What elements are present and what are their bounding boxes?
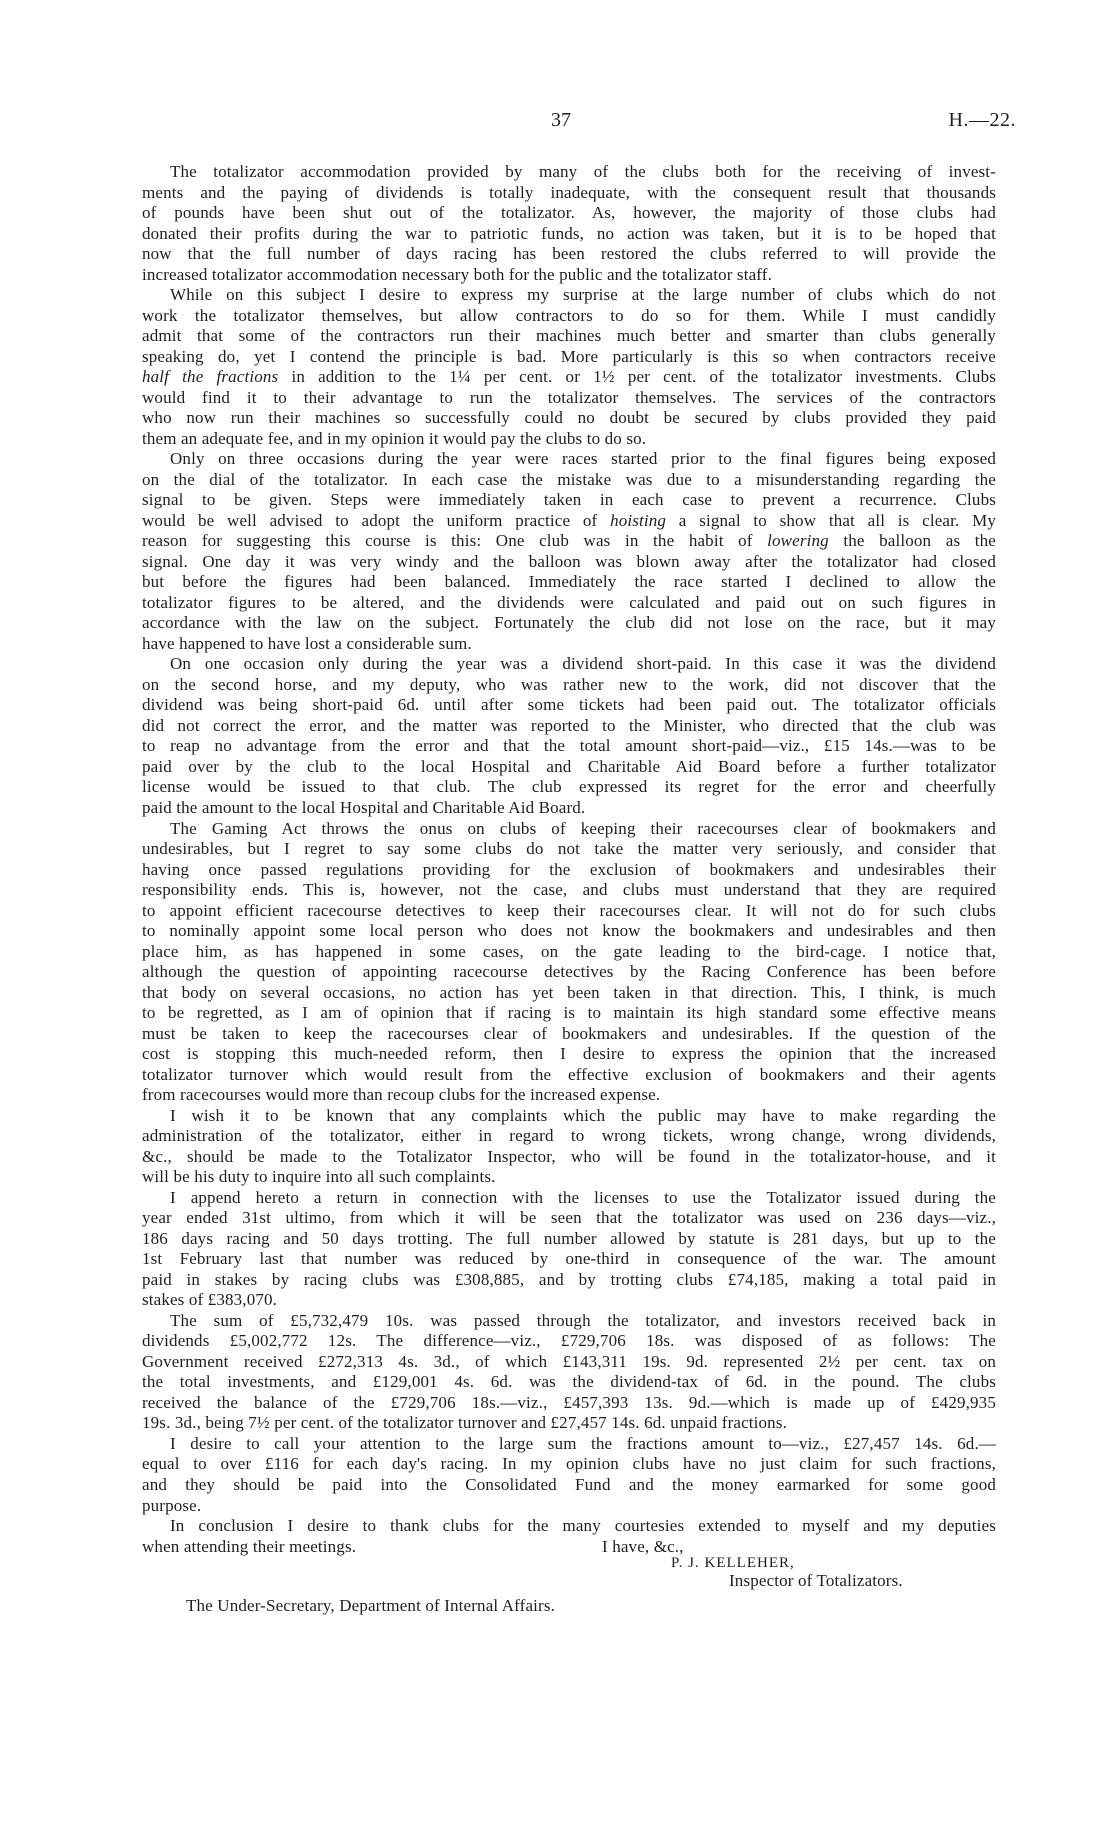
- text-line: The Gaming Act throws the onus on clubs of keeping their racecourses clear of bookmakers and: [170, 818, 996, 838]
- text-line: 186 days racing and 50 days trotting. The full number allowed by statute is 281 days, but up to the: [142, 1228, 996, 1248]
- text-line: donated their profits during the war to patriotic funds, no action was taken, but it is to be hoped that: [142, 223, 996, 243]
- paragraph: [142, 285, 996, 449]
- text-line: admit that some of the contractors run their machines much better and smarter than clubs generally: [142, 326, 996, 346]
- text-line: signal. One day it was very windy and the balloon was blown away after the totalizator had closed: [142, 551, 996, 571]
- text-line: paid over by the club to the local Hospital and Charitable Aid Board before a further totalizator: [142, 756, 996, 776]
- paragraph: [142, 1188, 996, 1311]
- text-line: have happened to have lost a considerable sum.: [142, 633, 472, 653]
- text-line: of pounds have been shut out of the totalizator. As, however, the majority of those clubs had: [142, 203, 996, 223]
- text-line: The sum of £5,732,479 10s. was passed through the totalizator, and investors received back in: [170, 1310, 996, 1330]
- text-line: ments and the paying of dividends is totally inadequate, with the consequent result that thousands: [142, 182, 996, 202]
- text-line: stakes of £383,070.: [142, 1290, 278, 1310]
- text-segment: would be well advised to adopt the uniform practice of: [142, 510, 611, 530]
- paragraph: [142, 654, 996, 818]
- text-line: [142, 367, 996, 388]
- text-line: and they should be paid into the Consolidated Fund and the money earmarked for some good: [142, 1475, 996, 1494]
- paragraph: [142, 1106, 996, 1188]
- text-line: to be regretted, as I am of opinion that if racing is to maintain its high standard some effective means: [142, 1003, 996, 1023]
- text-line: accordance with the law on the subject. Fortunately the club did not lose on the race, but it may: [142, 613, 996, 633]
- text-line: who now run their machines so successfully could no doubt be secured by clubs provided they paid: [142, 408, 996, 428]
- paragraph: [142, 1434, 996, 1516]
- closing-salutation: I have, &c.,: [602, 1537, 684, 1556]
- paragraph: [142, 1516, 996, 1557]
- signatory-name: P. J. KELLEHER,: [671, 1555, 795, 1571]
- text-line: having once passed regulations providing for the exclusion of bookmakers and undesirables their: [142, 859, 996, 879]
- text-line: speaking do, yet I contend the principle is bad. More particularly is this so when contractors receive: [142, 346, 996, 366]
- text-line: dividend was being short-paid 6d. until after some tickets had been paid out. The totalizator officials: [142, 695, 996, 715]
- document-reference: H.—22.: [948, 109, 1016, 131]
- text-line: cost is stopping this much-needed reform, then I desire to express the opinion that the increased: [142, 1044, 996, 1064]
- text-line: paid in stakes by racing clubs was £308,885, and by trotting clubs £74,185, making a total paid in: [142, 1269, 996, 1289]
- report-body: [142, 162, 996, 1557]
- text-line: license would be issued to that club. The club expressed its regret for the error and cheerfully: [142, 777, 996, 797]
- text-line: to nominally appoint some local person who does not know the bookmakers and undesirables and then: [142, 921, 996, 941]
- text-line: equal to over £116 for each day's racing. In my opinion clubs have no just claim for such fractions,: [142, 1454, 996, 1474]
- text-line: when attending their meetings.: [142, 1536, 357, 1556]
- text-segment: in addition to the 1¼ per cent. or 1½ per cent. of the totalizator investments. Clubs: [278, 367, 996, 387]
- text-segment: a signal to show that all is clear. My: [666, 510, 996, 530]
- text-line: purpose.: [142, 1495, 202, 1515]
- text-line: paid the amount to the local Hospital and Charitable Aid Board.: [142, 797, 586, 817]
- text-line: administration of the totalizator, either in regard to wrong tickets, wrong change, wrong dividends,: [142, 1126, 996, 1146]
- text-line: year ended 31st ultimo, from which it will be seen that the totalizator was used on 236 days—viz.,: [142, 1208, 996, 1228]
- text-line: signal to be given. Steps were immediately taken in each case to prevent a recurrence. Clubs: [142, 490, 996, 510]
- text-line: to appoint efficient racecourse detectives to keep their racecourses clear. It will not do for such clubs: [142, 900, 996, 920]
- text-line: although the question of appointing racecourse detectives by the Racing Conference has been before: [142, 962, 996, 982]
- text-line: While on this subject I desire to express my surprise at the large number of clubs which do not: [170, 285, 996, 305]
- text-line: On one occasion only during the year was a dividend short-paid. In this case it was the dividend: [170, 654, 996, 674]
- text-line: &c., should be made to the Totalizator Inspector, who will be found in the totalizator-house, and it: [142, 1146, 996, 1166]
- paragraph: [142, 449, 996, 654]
- text-line: 1st February last that number was reduced by one-third in consequence of the war. The amount: [142, 1249, 996, 1269]
- text-line: must be taken to keep the racecourses clear of bookmakers and undesirables. If the question of the: [142, 1023, 996, 1043]
- paragraph: [142, 162, 996, 285]
- text-line: I append hereto a return in connection with the licenses to use the Totalizator issued during the: [170, 1187, 996, 1207]
- text-line: to reap no advantage from the error and that the total amount short-paid—viz., £15 14s.—was to be: [142, 736, 996, 756]
- text-line: did not correct the error, and the matter was reported to the Minister, who directed that the club was: [142, 715, 996, 735]
- text-line: work the totalizator themselves, but allow contractors to do so for them. While I must candidly: [142, 305, 996, 325]
- text-line: that body on several occasions, no action has yet been taken in that direction. This, I think, is much: [142, 982, 996, 1002]
- text-line: now that the full number of days racing has been restored the clubs referred to will provide the: [142, 244, 996, 264]
- text-line: place him, as has happened in some cases, on the gate leading to the bird-cage. I notice that,: [142, 941, 996, 961]
- signatory-title: Inspector of Totalizators.: [729, 1571, 903, 1590]
- paragraph: [142, 1311, 996, 1434]
- text-line: Government received £272,313 4s. 3d., of which £143,311 19s. 9d. represented 2½ per cent. tax on: [142, 1351, 996, 1371]
- text-segment: reason for suggesting this course is this: One club was in the habit of: [142, 531, 768, 551]
- text-line: I desire to call your attention to the large sum the fractions amount to—viz., £27,457 14s. 6d.—: [170, 1433, 996, 1453]
- text-line: In conclusion I desire to thank clubs for the many courtesies extended to myself and my deputies: [170, 1516, 996, 1536]
- italic-text: lowering: [767, 531, 829, 551]
- text-line: [142, 511, 996, 532]
- text-line: will be his duty to inquire into all such complaints.: [142, 1167, 496, 1187]
- text-line: on the second horse, and my deputy, who was rather new to the work, did not discover that the: [142, 674, 996, 694]
- text-line: received the balance of the £729,706 18s.—viz., £457,393 13s. 9d.—which is made up of £429,935: [142, 1392, 996, 1412]
- text-line: [142, 531, 996, 552]
- addressee: The Under-Secretary, Department of Internal Affairs.: [186, 1596, 556, 1615]
- text-line: 19s. 3d., being 7½ per cent. of the totalizator turnover and £27,457 14s. 6d. unpaid fractions.: [142, 1413, 787, 1433]
- text-line: totalizator figures to be altered, and the dividends were calculated and paid out on such figures in: [142, 592, 996, 612]
- italic-text: hoisting: [610, 510, 667, 530]
- text-line: Only on three occasions during the year were races started prior to the final figures being exposed: [170, 449, 996, 469]
- text-line: totalizator turnover which would result from the effective exclusion of bookmakers and their agents: [142, 1064, 996, 1084]
- text-line: on the dial of the totalizator. In each case the mistake was due to a misunderstanding regarding the: [142, 469, 996, 489]
- italic-text: half the fractions: [142, 367, 279, 387]
- text-line: dividends £5,002,772 12s. The difference—viz., £729,706 18s. was disposed of as follows: The: [142, 1331, 996, 1351]
- text-line: I wish it to be known that any complaints which the public may have to make regarding the: [170, 1105, 996, 1125]
- text-line: would find it to their advantage to run the totalizator themselves. The services of the contractors: [142, 387, 996, 407]
- text-line: but before the figures had been balanced. Immediately the race started I declined to allow the: [142, 572, 996, 592]
- text-line: the total investments, and £129,001 4s. 6d. was the dividend-tax of 6d. in the pound. The clubs: [142, 1372, 996, 1392]
- text-line: responsibility ends. This is, however, not the case, and clubs must understand that they are required: [142, 880, 996, 900]
- text-line: undesirables, but I regret to say some clubs do not take the matter very seriously, and consider that: [142, 839, 996, 859]
- text-line: them an adequate fee, and in my opinion it would pay the clubs to do so.: [142, 428, 647, 448]
- text-line: increased totalizator accommodation necessary both for the public and the totalizator staff.: [142, 264, 772, 284]
- paragraph: [142, 819, 996, 1106]
- page-number: 37: [551, 109, 571, 131]
- text-line: The totalizator accommodation provided by many of the clubs both for the receiving of invest-: [170, 162, 996, 181]
- text-line: from racecourses would more than recoup clubs for the increased expense.: [142, 1085, 661, 1105]
- text-segment: the balloon as the: [828, 531, 996, 551]
